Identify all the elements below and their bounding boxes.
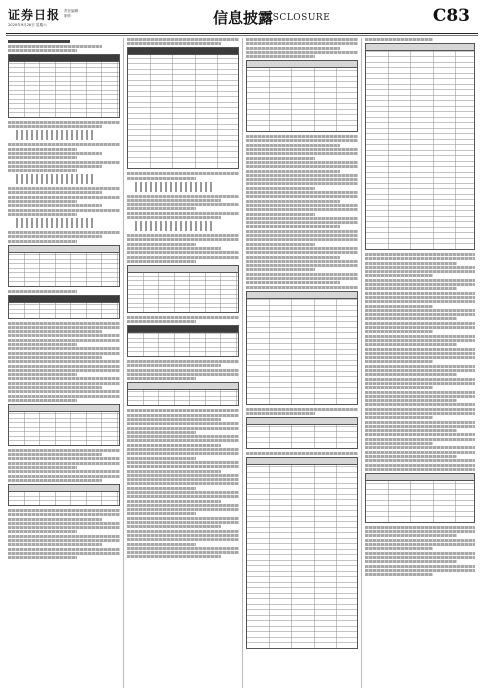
text-line	[8, 522, 120, 525]
data-table	[365, 43, 475, 250]
text-line	[127, 491, 239, 494]
text-line	[365, 408, 475, 411]
text-line	[365, 446, 475, 449]
text-line	[246, 264, 358, 267]
data-table	[246, 457, 358, 649]
text-line	[127, 538, 239, 541]
text-line	[127, 195, 239, 198]
text-line	[127, 435, 239, 438]
text-line	[127, 320, 196, 323]
text-line	[8, 343, 77, 346]
text-line	[127, 199, 221, 202]
text-line	[127, 482, 239, 485]
text-column-3	[246, 38, 358, 688]
text-line	[365, 348, 475, 351]
text-line	[8, 156, 77, 159]
text-line	[365, 530, 475, 533]
text-line	[8, 121, 120, 124]
text-line	[365, 451, 475, 454]
text-line	[246, 170, 340, 173]
text-line	[365, 300, 475, 303]
text-line	[127, 38, 239, 41]
text-line	[246, 200, 340, 203]
text-line	[365, 526, 475, 529]
text-line	[365, 257, 475, 260]
text-line	[8, 526, 120, 529]
text-line	[127, 508, 239, 511]
text-line	[246, 135, 358, 138]
text-line	[365, 468, 475, 471]
text-line	[127, 260, 196, 263]
text-line	[8, 143, 120, 146]
text-line	[127, 512, 196, 515]
text-line	[8, 200, 77, 203]
text-line	[8, 395, 120, 398]
text-line	[8, 330, 102, 333]
text-line	[8, 347, 120, 350]
text-line	[8, 369, 120, 372]
text-line	[246, 412, 315, 415]
text-line	[365, 365, 475, 368]
text-line	[8, 322, 120, 325]
text-line	[365, 464, 475, 467]
text-line	[127, 448, 239, 451]
text-line	[8, 187, 120, 190]
text-line	[127, 452, 239, 455]
text-line	[246, 251, 358, 254]
masthead	[8, 6, 476, 32]
text-line	[246, 238, 358, 241]
text-line	[8, 161, 120, 164]
text-line	[8, 457, 120, 460]
text-line	[246, 51, 358, 54]
text-line	[365, 292, 475, 295]
text-line	[127, 42, 221, 45]
text-line	[8, 49, 77, 52]
text-line	[246, 161, 358, 164]
text-line	[365, 330, 433, 333]
text-line	[365, 416, 433, 419]
section-title-en: DISCLOSURE	[261, 13, 331, 23]
text-line	[365, 539, 475, 542]
column-divider	[242, 38, 243, 688]
text-line	[127, 439, 239, 442]
text-line	[365, 399, 457, 402]
text-line	[127, 177, 196, 180]
editor-line: 责任编辑：	[64, 9, 82, 13]
text-line	[127, 360, 239, 363]
text-line	[365, 352, 475, 355]
text-line	[246, 268, 315, 271]
column-divider	[361, 38, 362, 688]
data-table	[365, 473, 475, 523]
editor-box	[64, 9, 82, 19]
text-line	[127, 500, 221, 503]
text-line	[365, 287, 457, 290]
text-line	[365, 386, 433, 389]
text-line	[127, 251, 239, 254]
text-line	[127, 243, 196, 246]
text-line	[246, 55, 315, 58]
text-line	[8, 377, 120, 380]
text-line	[365, 262, 457, 265]
text-line	[365, 279, 475, 282]
column-divider	[123, 38, 124, 688]
text-line	[246, 221, 358, 224]
text-line	[127, 172, 239, 175]
text-line	[127, 316, 239, 319]
text-line	[246, 42, 358, 45]
text-line	[127, 238, 239, 241]
data-table	[127, 325, 239, 357]
text-line	[127, 422, 239, 425]
text-line	[246, 47, 340, 50]
section-title: 信息披露	[213, 9, 274, 27]
text-line	[127, 212, 239, 215]
text-line	[8, 513, 120, 516]
text-line	[246, 208, 358, 211]
text-line	[127, 474, 239, 477]
data-table	[8, 245, 120, 287]
text-line	[365, 565, 475, 568]
text-line	[365, 378, 475, 381]
text-line	[365, 305, 433, 308]
text-line	[8, 535, 120, 538]
text-line	[127, 431, 196, 434]
text-line	[8, 479, 102, 482]
text-line	[365, 391, 475, 394]
issue-date: 2020年9月26日 星期六	[8, 23, 47, 27]
text-line	[8, 373, 77, 376]
masthead-rule-thin	[6, 35, 478, 36]
formula	[16, 174, 94, 184]
text-line	[246, 148, 358, 151]
text-column-1	[8, 38, 120, 688]
text-line	[8, 213, 77, 216]
text-line	[365, 412, 475, 415]
text-line	[365, 556, 475, 559]
text-line	[127, 203, 239, 206]
text-line	[127, 525, 221, 528]
text-line	[8, 475, 120, 478]
text-line	[8, 165, 102, 168]
text-line	[365, 343, 457, 346]
data-table	[127, 47, 239, 169]
text-line	[365, 425, 475, 428]
text-line	[246, 204, 358, 207]
text-line	[8, 209, 120, 212]
text-line	[8, 543, 102, 546]
text-column-2	[127, 38, 239, 688]
text-line	[365, 421, 475, 424]
text-line	[365, 403, 475, 406]
text-line	[246, 247, 358, 250]
text-line	[127, 547, 239, 550]
text-line	[246, 139, 358, 142]
text-line	[246, 260, 358, 263]
text-line	[365, 455, 457, 458]
data-table	[8, 484, 120, 506]
text-line	[365, 433, 475, 436]
text-line	[246, 408, 358, 411]
masthead-rule	[6, 33, 478, 34]
text-line	[246, 144, 340, 147]
text-line	[8, 125, 102, 128]
text-line	[127, 427, 239, 430]
data-table	[127, 382, 239, 406]
text-line	[8, 518, 102, 521]
text-line	[365, 573, 433, 576]
text-line	[246, 38, 358, 41]
data-table	[127, 265, 239, 313]
text-line	[365, 296, 475, 299]
text-line	[127, 555, 221, 558]
text-line	[127, 409, 239, 412]
text-line	[8, 552, 120, 555]
text-line	[246, 187, 315, 190]
text-line	[8, 462, 120, 465]
text-line	[246, 195, 358, 198]
text-line	[246, 234, 358, 237]
text-line	[365, 356, 475, 359]
text-line	[365, 382, 475, 385]
formula	[135, 221, 213, 231]
text-line	[127, 478, 239, 481]
text-line	[8, 326, 120, 329]
text-line	[8, 386, 102, 389]
text-line	[127, 530, 239, 533]
text-line	[127, 504, 239, 507]
text-line	[127, 207, 196, 210]
text-line	[246, 213, 315, 216]
text-line	[127, 465, 239, 468]
paper-name-logo: 证券日报	[8, 8, 61, 22]
text-line	[246, 152, 358, 155]
text-line	[365, 395, 475, 398]
text-line	[8, 509, 120, 512]
production-line: 制作：	[64, 14, 75, 18]
data-table	[8, 404, 120, 446]
text-line	[127, 534, 239, 537]
text-line	[365, 313, 475, 316]
formula	[16, 130, 94, 140]
text-line	[365, 534, 457, 537]
text-line	[127, 551, 239, 554]
text-line	[365, 569, 475, 572]
data-table	[246, 417, 358, 449]
text-line	[365, 442, 433, 445]
page-number: C83	[432, 6, 470, 26]
text-line	[127, 216, 221, 219]
text-line	[8, 390, 120, 393]
text-line	[8, 169, 77, 172]
data-table	[246, 60, 358, 132]
text-line	[8, 148, 77, 151]
text-line	[127, 418, 221, 421]
text-line	[127, 495, 239, 498]
text-line	[365, 360, 433, 363]
text-line	[8, 360, 120, 363]
text-line	[246, 230, 358, 233]
text-line	[127, 369, 239, 372]
text-line	[365, 429, 457, 432]
text-line	[127, 256, 239, 259]
text-line	[127, 364, 221, 367]
text-line	[246, 191, 358, 194]
text-line	[8, 196, 120, 199]
text-line	[365, 543, 475, 546]
text-line	[365, 322, 475, 325]
text-line	[8, 556, 77, 559]
text-line	[365, 266, 475, 269]
text-line	[246, 256, 340, 259]
text-line	[8, 339, 120, 342]
text-line	[246, 174, 358, 177]
formula	[135, 182, 213, 192]
text-line	[8, 231, 120, 234]
text-line	[246, 165, 358, 168]
text-line	[246, 273, 358, 276]
text-line	[365, 438, 475, 441]
text-line	[246, 178, 358, 181]
text-line	[127, 543, 196, 546]
text-line	[365, 309, 475, 312]
text-line	[8, 530, 77, 533]
text-line	[365, 459, 475, 462]
text-line	[365, 547, 433, 550]
text-line	[8, 290, 77, 293]
text-line	[8, 449, 120, 452]
text-line	[8, 356, 102, 359]
text-column-4	[365, 38, 475, 688]
text-line	[365, 339, 475, 342]
text-line	[8, 453, 102, 456]
text-line	[246, 157, 315, 160]
text-line	[8, 240, 77, 243]
text-line	[127, 470, 221, 473]
text-line	[8, 334, 120, 337]
text-line	[365, 335, 475, 338]
text-line	[365, 552, 475, 555]
text-line	[246, 286, 358, 289]
text-line	[127, 444, 221, 447]
text-line	[127, 521, 239, 524]
text-line	[8, 365, 120, 368]
text-line	[365, 270, 475, 273]
text-line	[246, 243, 315, 246]
data-table	[8, 54, 120, 118]
text-line	[246, 277, 358, 280]
text-line	[127, 247, 221, 250]
text-line	[365, 373, 457, 376]
text-line	[8, 352, 120, 355]
text-line	[8, 191, 102, 194]
text-line	[127, 414, 239, 417]
text-line	[8, 204, 102, 207]
text-line	[8, 548, 120, 551]
text-line	[8, 152, 102, 155]
text-line	[365, 560, 457, 563]
text-line	[246, 182, 358, 185]
text-line	[246, 217, 358, 220]
text-line	[246, 281, 340, 284]
formula	[16, 218, 94, 228]
text-line	[8, 539, 120, 542]
text-line	[365, 369, 475, 372]
text-line	[365, 253, 475, 256]
text-line	[246, 452, 358, 455]
text-line	[127, 373, 239, 376]
text-line	[127, 457, 196, 460]
text-line	[127, 234, 239, 237]
text-line	[8, 399, 77, 402]
text-line	[8, 466, 77, 469]
text-line	[8, 45, 102, 48]
text-line	[8, 235, 102, 238]
text-line	[365, 317, 457, 320]
text-line	[365, 38, 433, 41]
text-line	[8, 470, 120, 473]
text-line	[127, 487, 196, 490]
text-line	[365, 326, 475, 329]
data-table	[246, 291, 358, 405]
text-line	[246, 225, 340, 228]
data-table	[8, 295, 120, 319]
text-line	[127, 461, 239, 464]
text-line	[127, 517, 239, 520]
text-line	[127, 377, 196, 380]
text-line	[8, 382, 120, 385]
text-line	[365, 283, 475, 286]
text-line	[365, 274, 433, 277]
subheading	[8, 40, 70, 43]
